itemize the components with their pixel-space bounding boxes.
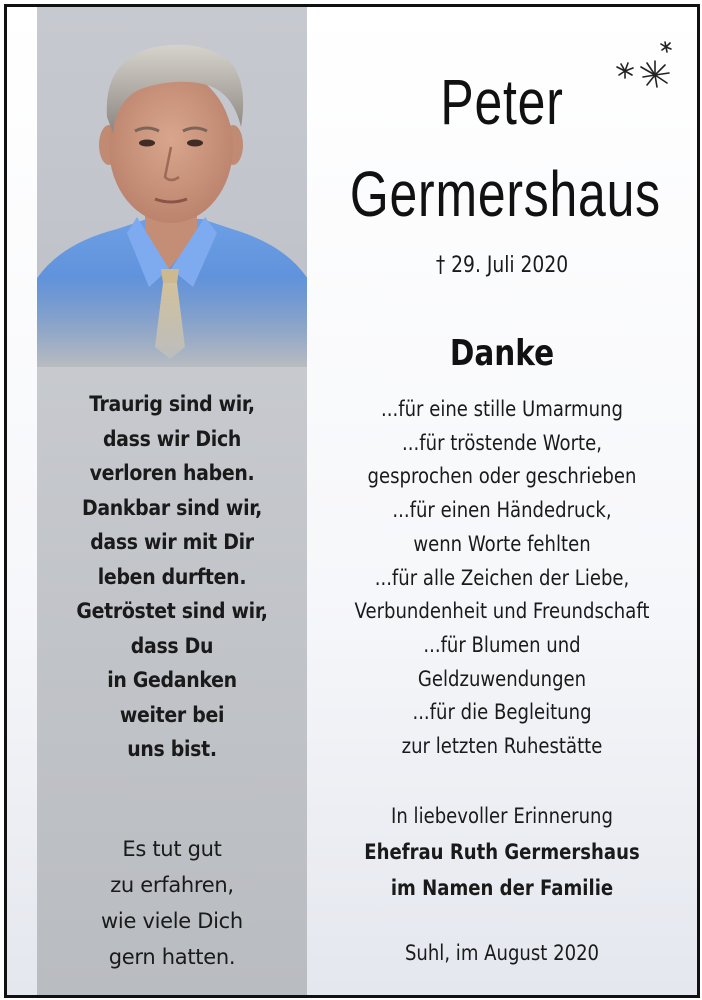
poem-line: uns bist. xyxy=(127,737,217,761)
thanks-line: ...für eine stille Umarmung xyxy=(381,397,623,421)
signature-family: im Namen der Familie xyxy=(390,876,614,900)
thanks-list xyxy=(334,393,669,764)
thanks-line: ...für tröstende Worte, xyxy=(402,430,602,455)
poem-closing xyxy=(37,831,307,975)
last-name: Germershaus xyxy=(349,158,661,230)
thanks-line: ...für die Begleitung xyxy=(412,700,592,725)
thanks-line: Geldzuwendungen xyxy=(417,666,587,691)
poem-closing-line: zu erfahren, xyxy=(110,873,234,897)
poem-closing-line: wie viele Dich xyxy=(101,909,243,933)
poem-line: in Gedanken xyxy=(107,668,237,692)
signature-intro: In liebevoller Erinnerung xyxy=(391,804,613,828)
thanks-line: zur letzten Ruhestätte xyxy=(401,734,603,759)
thanks-line: ...für einen Händedruck, xyxy=(392,498,612,523)
thanks-line: ...für Blumen und xyxy=(423,632,581,657)
poem-line: Traurig sind wir, xyxy=(89,392,255,416)
signature-block xyxy=(334,798,669,906)
poem-line: Getröstet sind wir, xyxy=(76,599,268,623)
death-date: † 29. Juli 2020 xyxy=(435,253,569,278)
first-name: Peter xyxy=(440,66,564,138)
thanks-line: Verbundenheit und Freundschaft xyxy=(354,599,650,624)
poem-line: dass wir Dich xyxy=(102,426,242,451)
poem-line: weiter bei xyxy=(119,702,225,727)
poem-verse xyxy=(37,387,307,767)
poem-line: dass wir mit Dir xyxy=(90,530,254,554)
thanks-line: gesprochen oder geschrieben xyxy=(367,464,637,489)
place-date: Suhl, im August 2020 xyxy=(404,941,600,965)
dandelion-seeds-icon xyxy=(611,37,681,97)
thanks-heading: Danke xyxy=(449,333,555,374)
portrait-photo xyxy=(37,7,307,367)
obituary-frame xyxy=(4,4,700,998)
poem-line: leben durften. xyxy=(97,564,247,589)
poem-line: Dankbar sind wir, xyxy=(81,495,263,520)
poem-line: dass Du xyxy=(130,633,214,658)
poem-closing-line: Es tut gut xyxy=(122,837,222,861)
thanks-line: ...für alle Zeichen der Liebe, xyxy=(374,565,630,590)
poem-closing-line: gern hatten. xyxy=(108,945,236,969)
thanks-line: wenn Worte fehlten xyxy=(413,531,591,556)
signature-name: Ehefrau Ruth Germershaus xyxy=(364,840,640,864)
right-column xyxy=(307,7,697,995)
poem-line: verloren haben. xyxy=(89,461,255,485)
